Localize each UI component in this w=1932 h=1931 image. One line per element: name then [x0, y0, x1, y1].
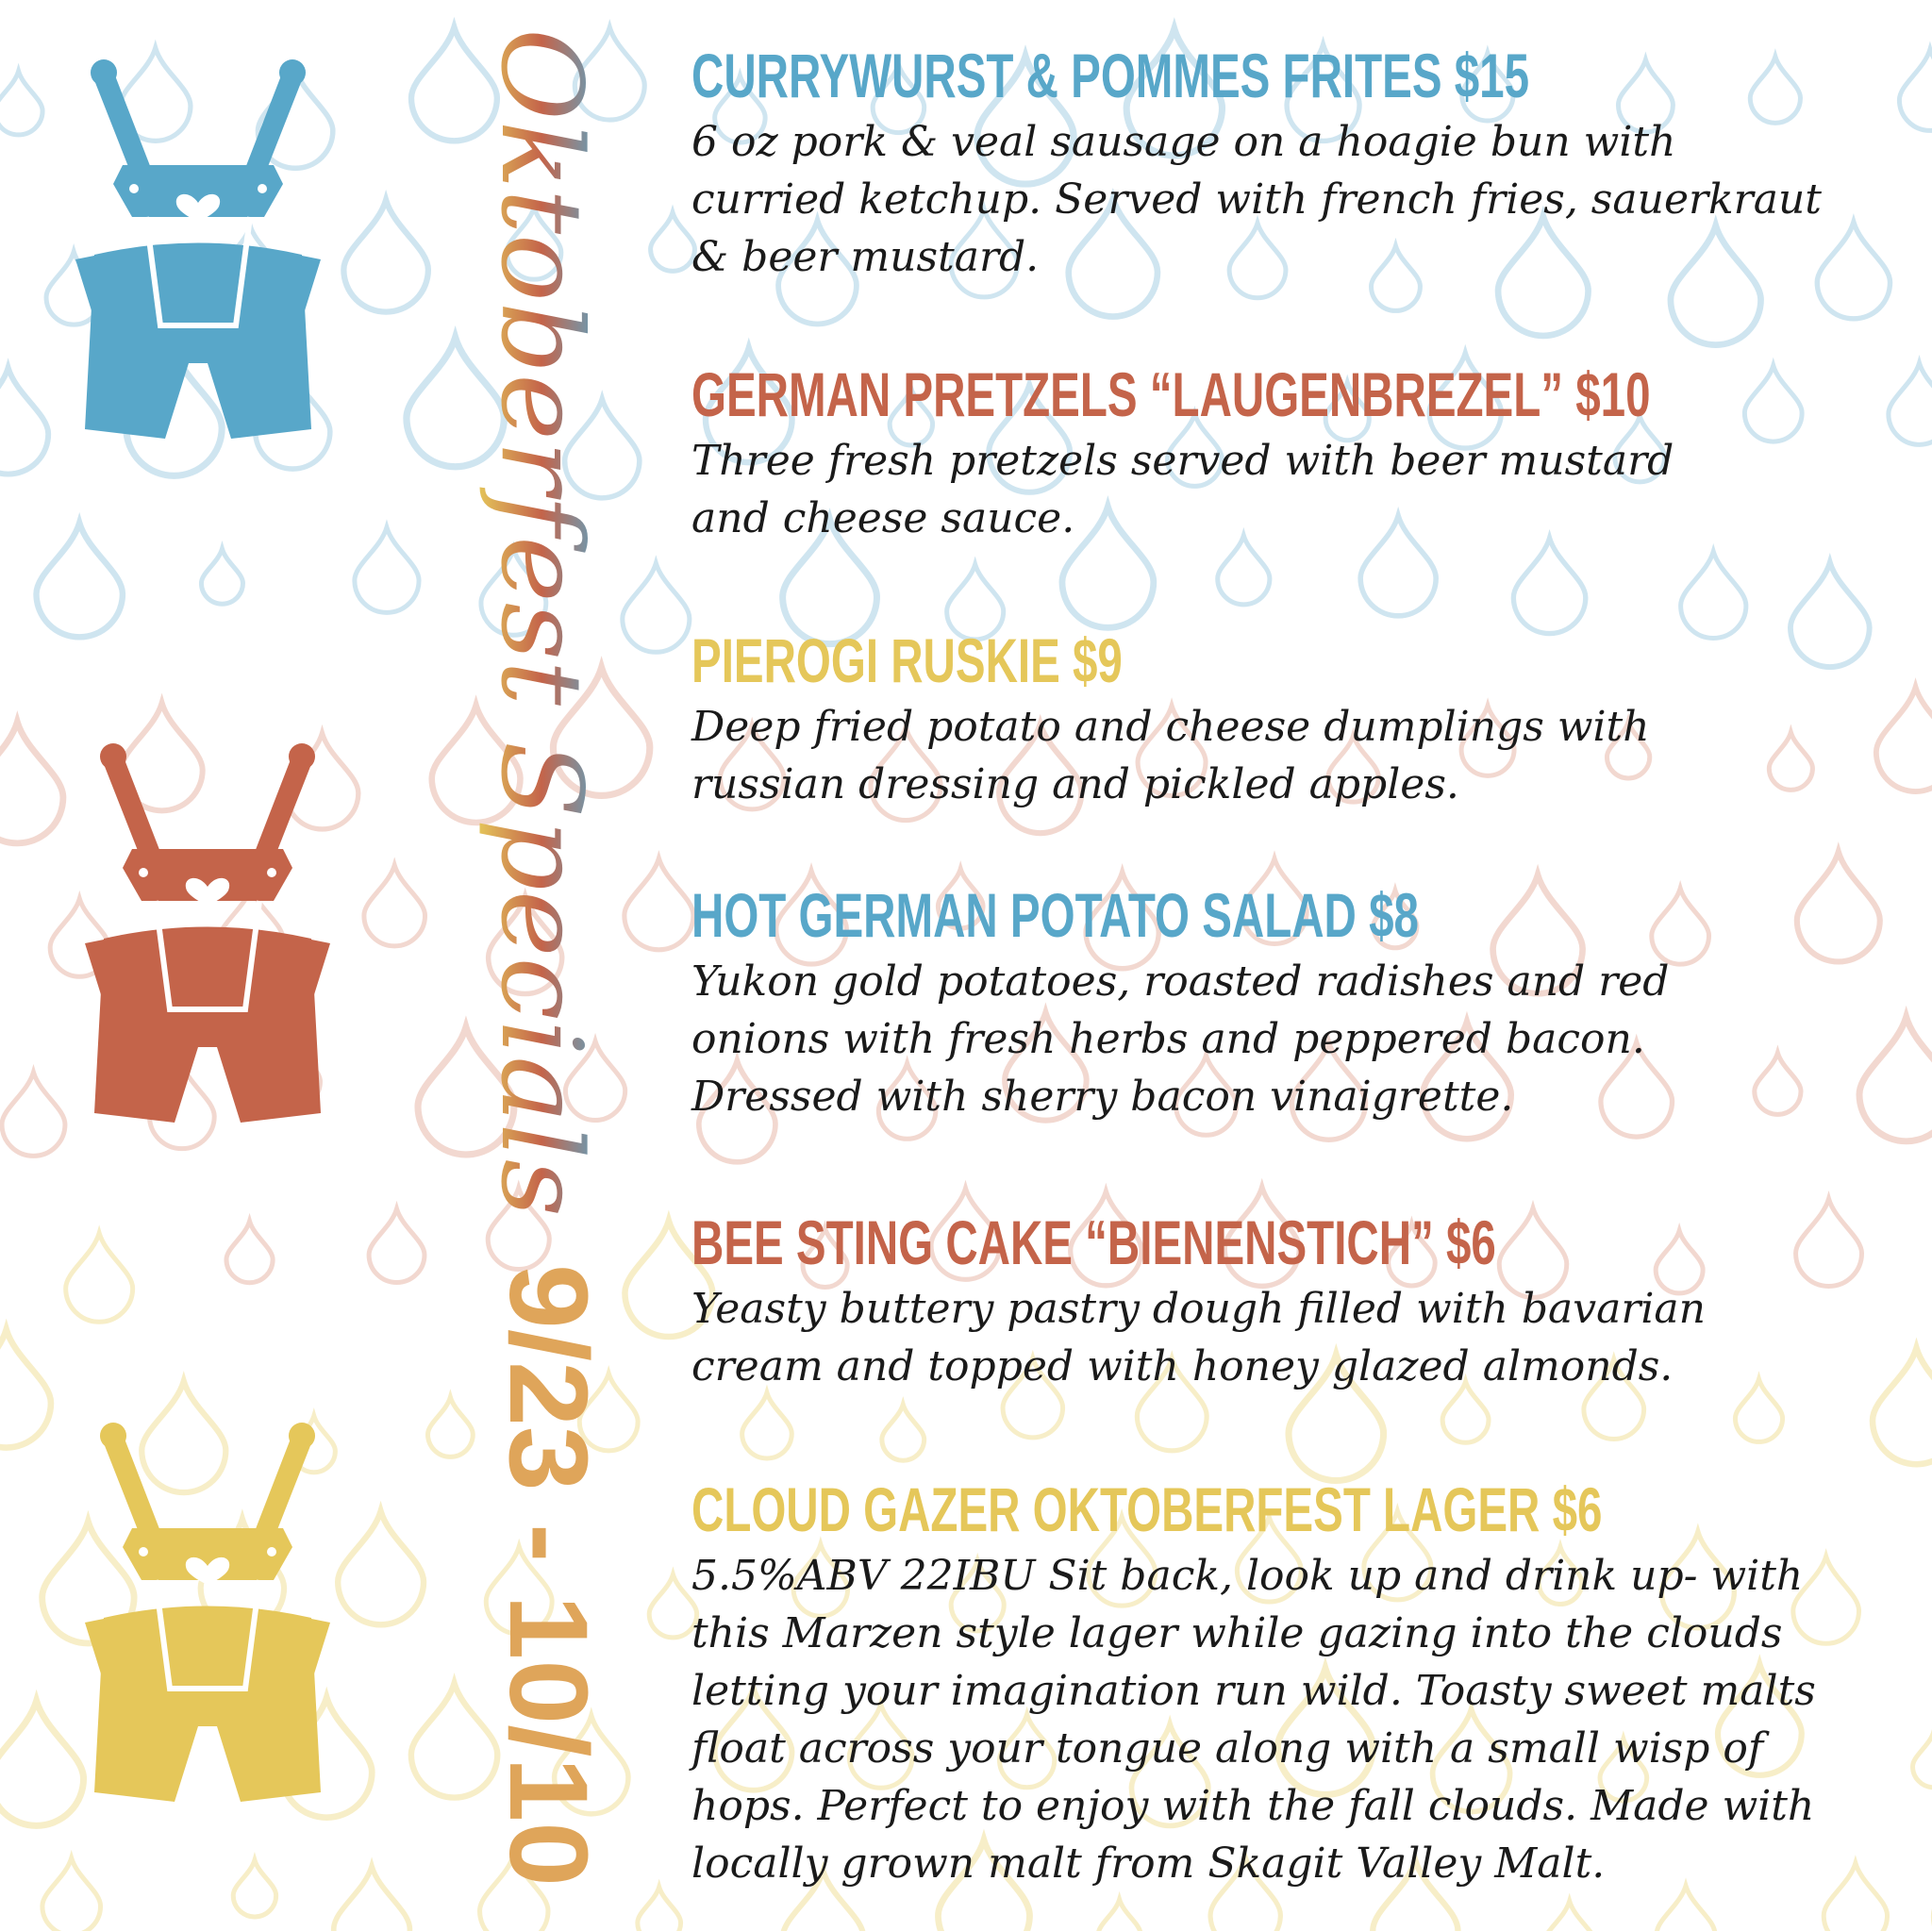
- raindrop-icon: [623, 563, 690, 652]
- date-range: 9/23 - 10/10: [486, 1264, 599, 1858]
- raindrop-icon: [36, 523, 122, 637]
- raindrop-icon: [334, 1866, 410, 1931]
- raindrop-icon: [882, 1405, 924, 1460]
- raindrop-icon: [0, 71, 42, 134]
- lederhosen-icon: [57, 52, 340, 448]
- raindrop-icon: [649, 1574, 696, 1638]
- raindrop-icon: [233, 1860, 275, 1917]
- raindrop-icon: [1513, 538, 1585, 633]
- menu-item: [691, 623, 1908, 813]
- vertical-title: [448, 28, 599, 1915]
- raindrop-icon: [66, 1233, 133, 1322]
- item-title: CLOUD GAZER OKTOBERFEST LAGER $6: [691, 1474, 1603, 1544]
- raindrop-icon: [369, 1209, 425, 1283]
- raindrop-icon: [1098, 1900, 1141, 1931]
- raindrop-icon: [2, 1073, 65, 1157]
- raindrop-icon: [1657, 1886, 1715, 1931]
- raindrop-icon: [338, 1511, 424, 1624]
- raindrop-icon: [1913, 1732, 1932, 1788]
- menu-item: [691, 877, 1908, 1125]
- item-description: 5.5%ABV 22IBU Sit back, look up and drink up- with this Marzen style lager while gazing into the clouds letting your imagination run wild. Toasty sweet malts float across your tongue along with a small wisp of hops. Perfect to enjoy with the fall clouds. Made with locally grown malt from Skagit Valley Malt.: [691, 1552, 1816, 1888]
- item-description: Deep fried potato and cheese dumplings with russian dressing and pickled apples.: [691, 703, 1650, 808]
- raindrop-icon: [0, 368, 48, 474]
- item-description: Yukon gold potatoes, roasted radishes and red onions with fresh herbs and peppered bacon. Dressed with sherry bacon vinaigrette.: [691, 957, 1670, 1121]
- item-description: 6 oz pork & veal sausage on a hoagie bun with curried ketchup. Served with french fries, sauerkraut & beer mustard.: [691, 118, 1822, 281]
- raindrop-icon: [651, 212, 695, 271]
- raindrop-icon: [42, 1858, 101, 1931]
- item-description: Three fresh pretzels served with beer mustard and cheese sauce.: [691, 437, 1674, 542]
- raindrop-icon: [226, 1222, 273, 1283]
- script-title: Oktoberfest Specials: [476, 28, 599, 1205]
- raindrop-icon: [343, 200, 428, 312]
- item-title: BEE STING CAKE “BIENENSTICH” $6: [691, 1207, 1496, 1277]
- raindrop-icon: [1542, 1901, 1597, 1931]
- item-description: Yeasty buttery pastry dough filled with bavarian cream and topped with honey glazed almonds.: [691, 1285, 1706, 1390]
- raindrop-icon: [201, 549, 242, 604]
- raindrop-icon: [625, 858, 693, 950]
- lederhosen-icon: [66, 1415, 349, 1811]
- raindrop-icon: [0, 1329, 51, 1447]
- menu-item: [691, 1472, 1908, 1892]
- raindrop-icon: [364, 865, 425, 946]
- item-title: CURRYWURST & POMMES FRITES $15: [691, 41, 1530, 110]
- lederhosen-icon: [66, 736, 349, 1132]
- menu-item: [691, 38, 1908, 286]
- item-title: GERMAN PRETZELS “LAUGENBREZEL” $10: [691, 359, 1651, 429]
- menu-item: [691, 357, 1908, 547]
- menu-item: [691, 1205, 1908, 1395]
- raindrop-icon: [742, 1392, 792, 1458]
- raindrop-icon: [0, 722, 63, 843]
- item-title: HOT GERMAN POTATO SALAD $8: [691, 880, 1419, 950]
- item-title: PIEROGI RUSKIE $9: [691, 625, 1123, 695]
- raindrop-icon: [355, 527, 419, 612]
- raindrop-icon: [638, 1887, 681, 1931]
